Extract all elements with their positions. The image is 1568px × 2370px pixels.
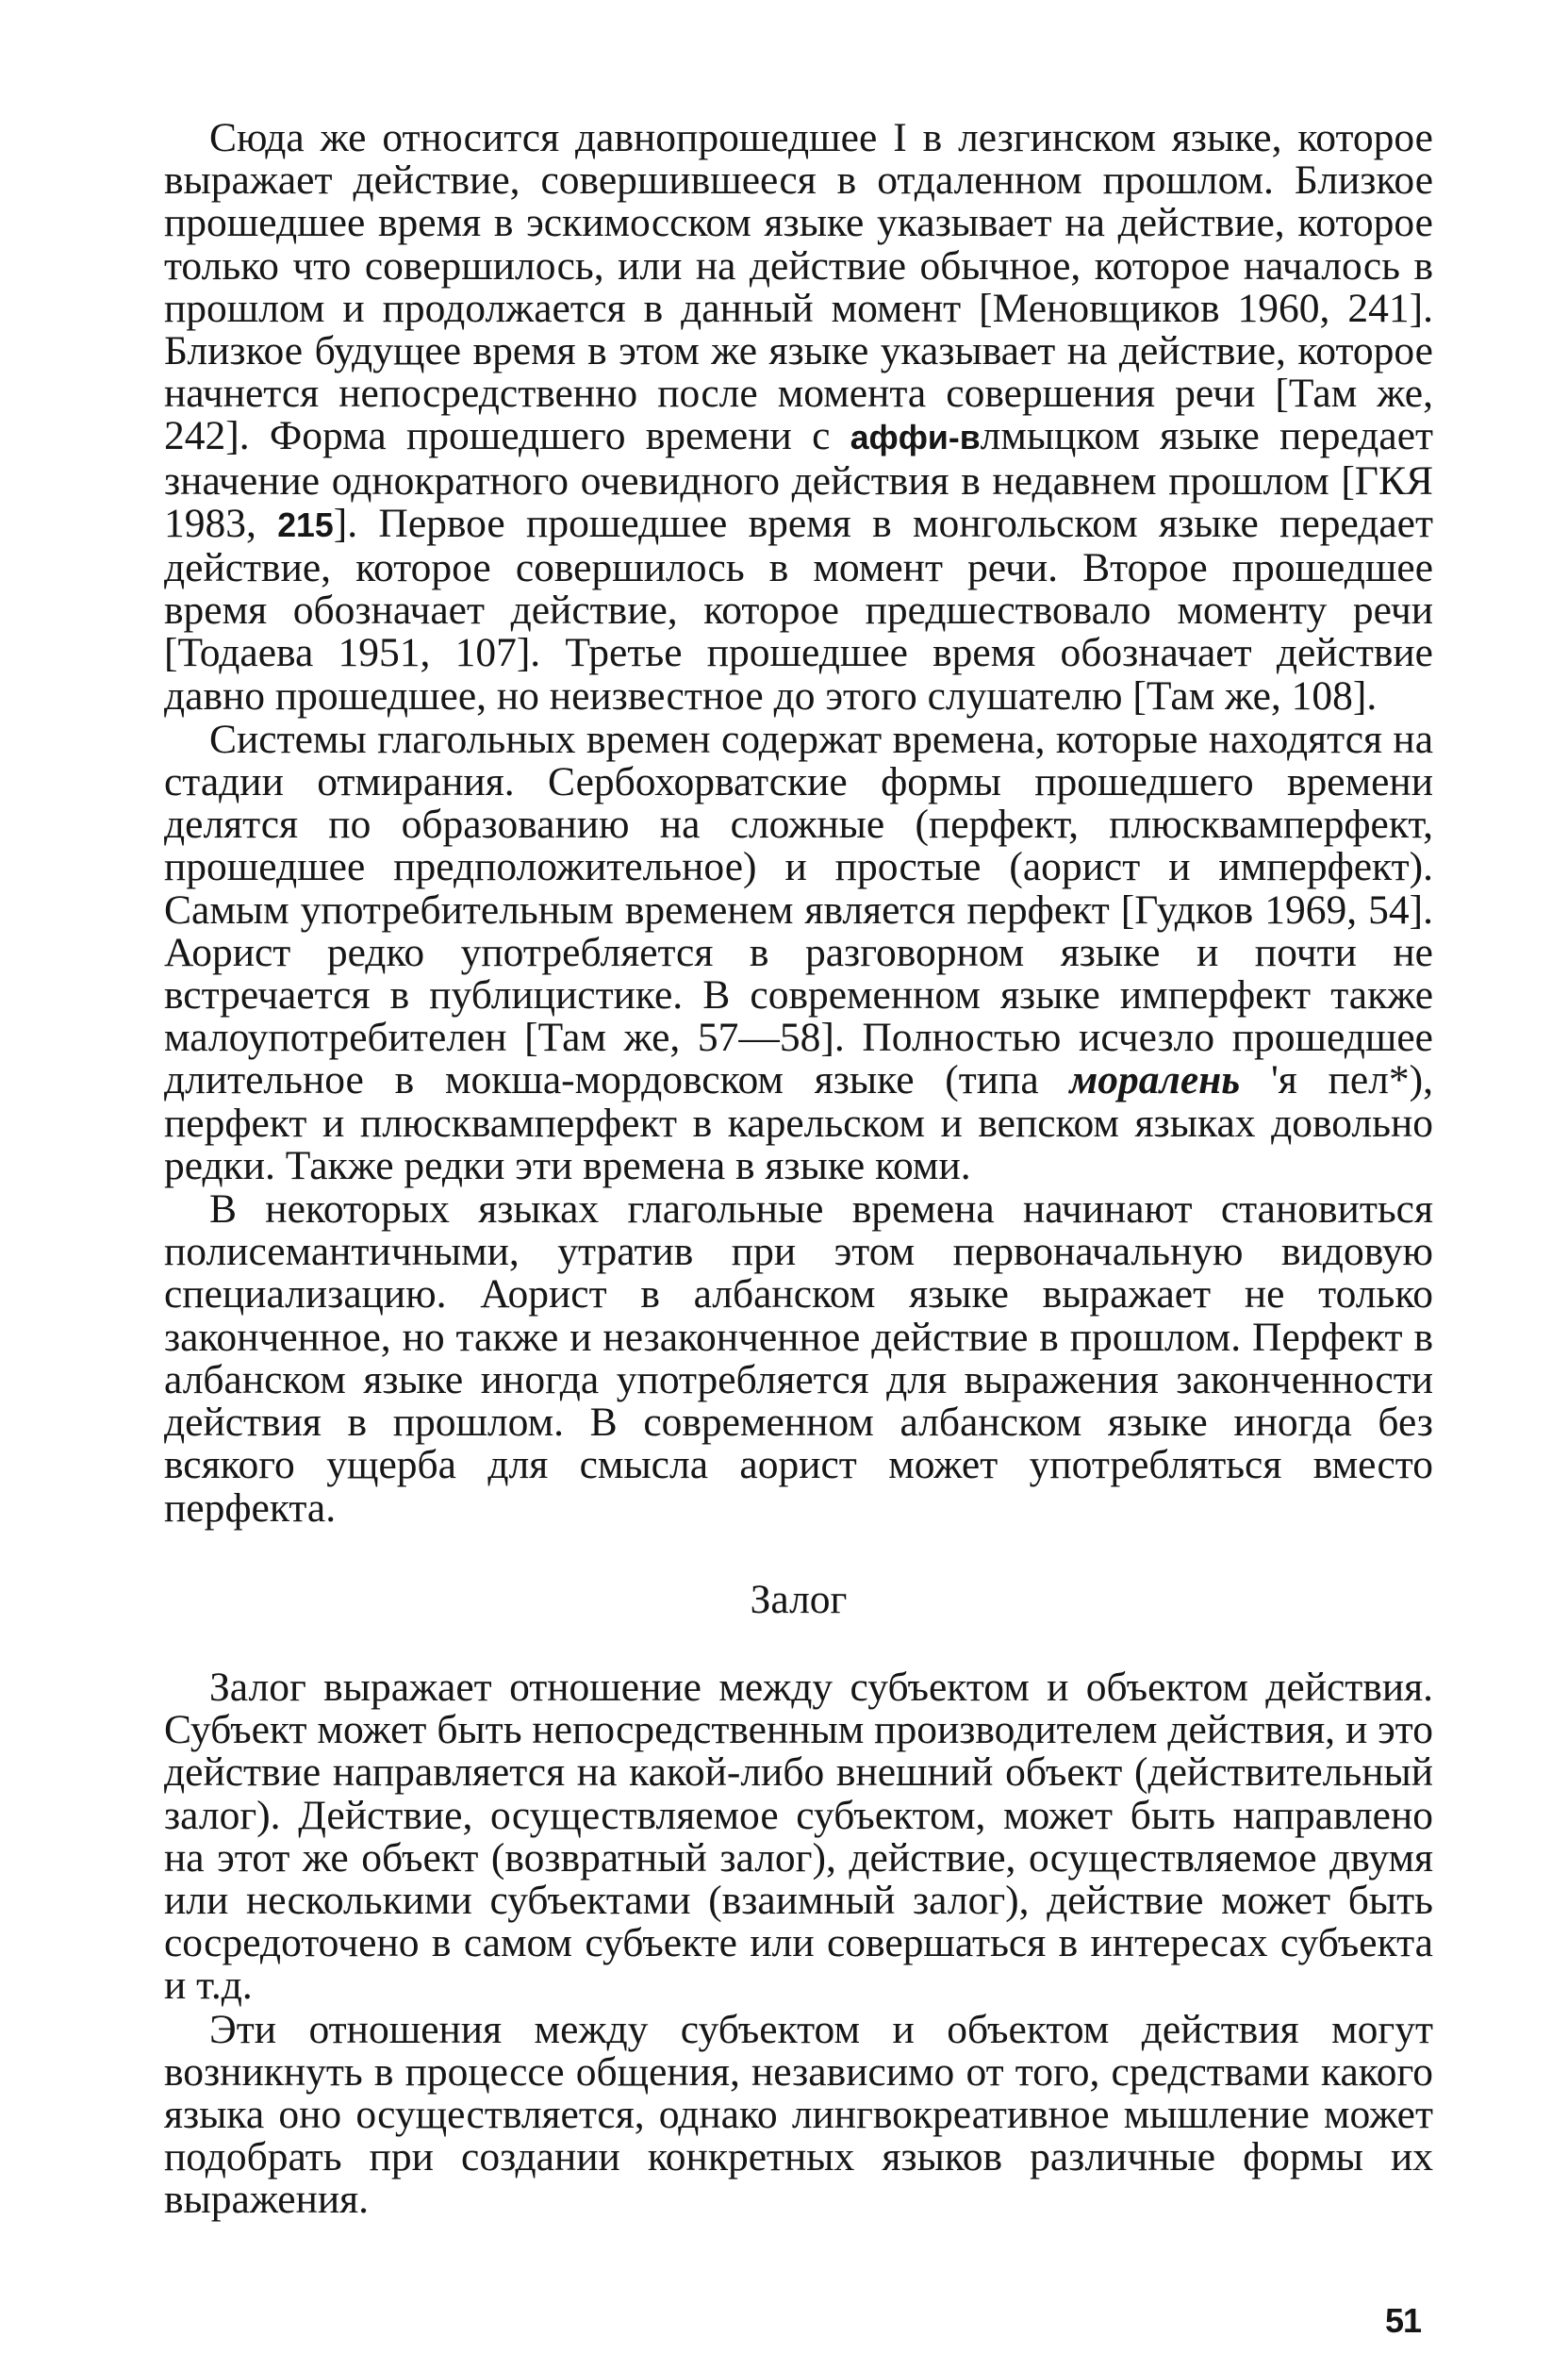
paragraph-5: Эти отношения между субъектом и объектом действия могут возникнуть в процессе общения, независимо от того, средствами какого языка оно осуществляется, однако лингвокреативное мышление может подобрать при создании конкретных языков различные формы их выражения.	[164, 2006, 1433, 2223]
paragraph-2-part-1: Системы глагольных времен содержат времена, которые находятся на стадии отмирания. Сербохорватские формы прошедшего времени делятся по образованию на сложные (перфект, плюсквамперфект, прошедшее предположительное) и простые (аорист и имперфект). Самым употребительным временем является перфект [Гудков 1969, 54]. Аорист редко употребляется в разговорном языке и почти не встречается в публицистике. В современном языке имперфект также малоупотребителен [Там же, 57—58]. Полностью исчезло прошедшее длительное в мокша-мордовском языке (типа	[164, 716, 1433, 1103]
paragraph-2-part-2: 'я пел*), перфект и плюсквамперфект в карельском и вепском языках довольно редки. Также редки эти времена в языке коми.	[164, 1057, 1433, 1188]
paragraph-2-example-word: моралень	[1069, 1057, 1241, 1103]
paragraph-1	[164, 117, 1433, 718]
paragraph-4: Залог выражает отношение между субъектом и объектом действия. Субъект может быть непосредственным производителем действия, и это действие направляется на какой-либо внешний объект (действительный залог). Действие, осуществляемое субъектом, может быть направлено на этот же объект (возвратный залог), действие, осуществляемое двумя или несколькими субъектами (взаимный залог), действие может быть сосредоточено в самом субъекте или совершаться в интересах субъекта и т.д.	[164, 1664, 1433, 2009]
paragraph-1-part-2: лмыцком языке передает значение однократного очевидного действия в недавнем прошлом [ГКЯ 1983,	[164, 413, 1434, 546]
paragraph-1-part-1: Сюда же относится давнопрошедшее I в лезгинском языке, которое выражает действие, совершившееся в отдаленном прошлом. Близкое прошедшее время в эскимосском языке указывает на действие, которое только что совершилось, или на действие обычное, которое началось в прошлом и продолжается в данный момент [Меновщиков 1960, 241]. Близкое будущее время в этом же языке указывает на действие, которое начнется непосредственно после момента совершения речи [Там же, 242]. Форма прошедшего времени с	[164, 115, 1433, 459]
paragraph-1-bold-2: 215	[277, 505, 334, 544]
paragraph-2	[164, 716, 1433, 1188]
paragraph-1-part-3: ]. Первое прошедшее время в монгольском языке передает действие, которое совершилось в момент речи. Второе прошедшее время обозначает действие, которое предшествовало моменту речи [Тодаева 1951, 107]. Третье прошедшее время обозначает действие давно прошедшее, но неизвестное до этого слушателю [Там же, 108].	[164, 500, 1433, 719]
text-column	[164, 117, 1433, 2222]
paragraph-1-bold: аффи-в	[850, 419, 981, 457]
page-number: 51	[1384, 2301, 1421, 2340]
paragraph-3: В некоторых языках глагольные времена начинают становиться полисемантичными, утратив при этом первоначальную видовую специализацию. Аорист в албанском языке выражает не только законченное, но также и незаконченное действие в прошлом. Перфект в албанском языке иногда употребляется для выражения законченности действия в прошлом. В современном албанском языке иногда без всякого ущерба для смысла аорист может употребляться вместо перфекта.	[164, 1186, 1433, 1531]
section-heading: Залог	[750, 1576, 848, 1622]
